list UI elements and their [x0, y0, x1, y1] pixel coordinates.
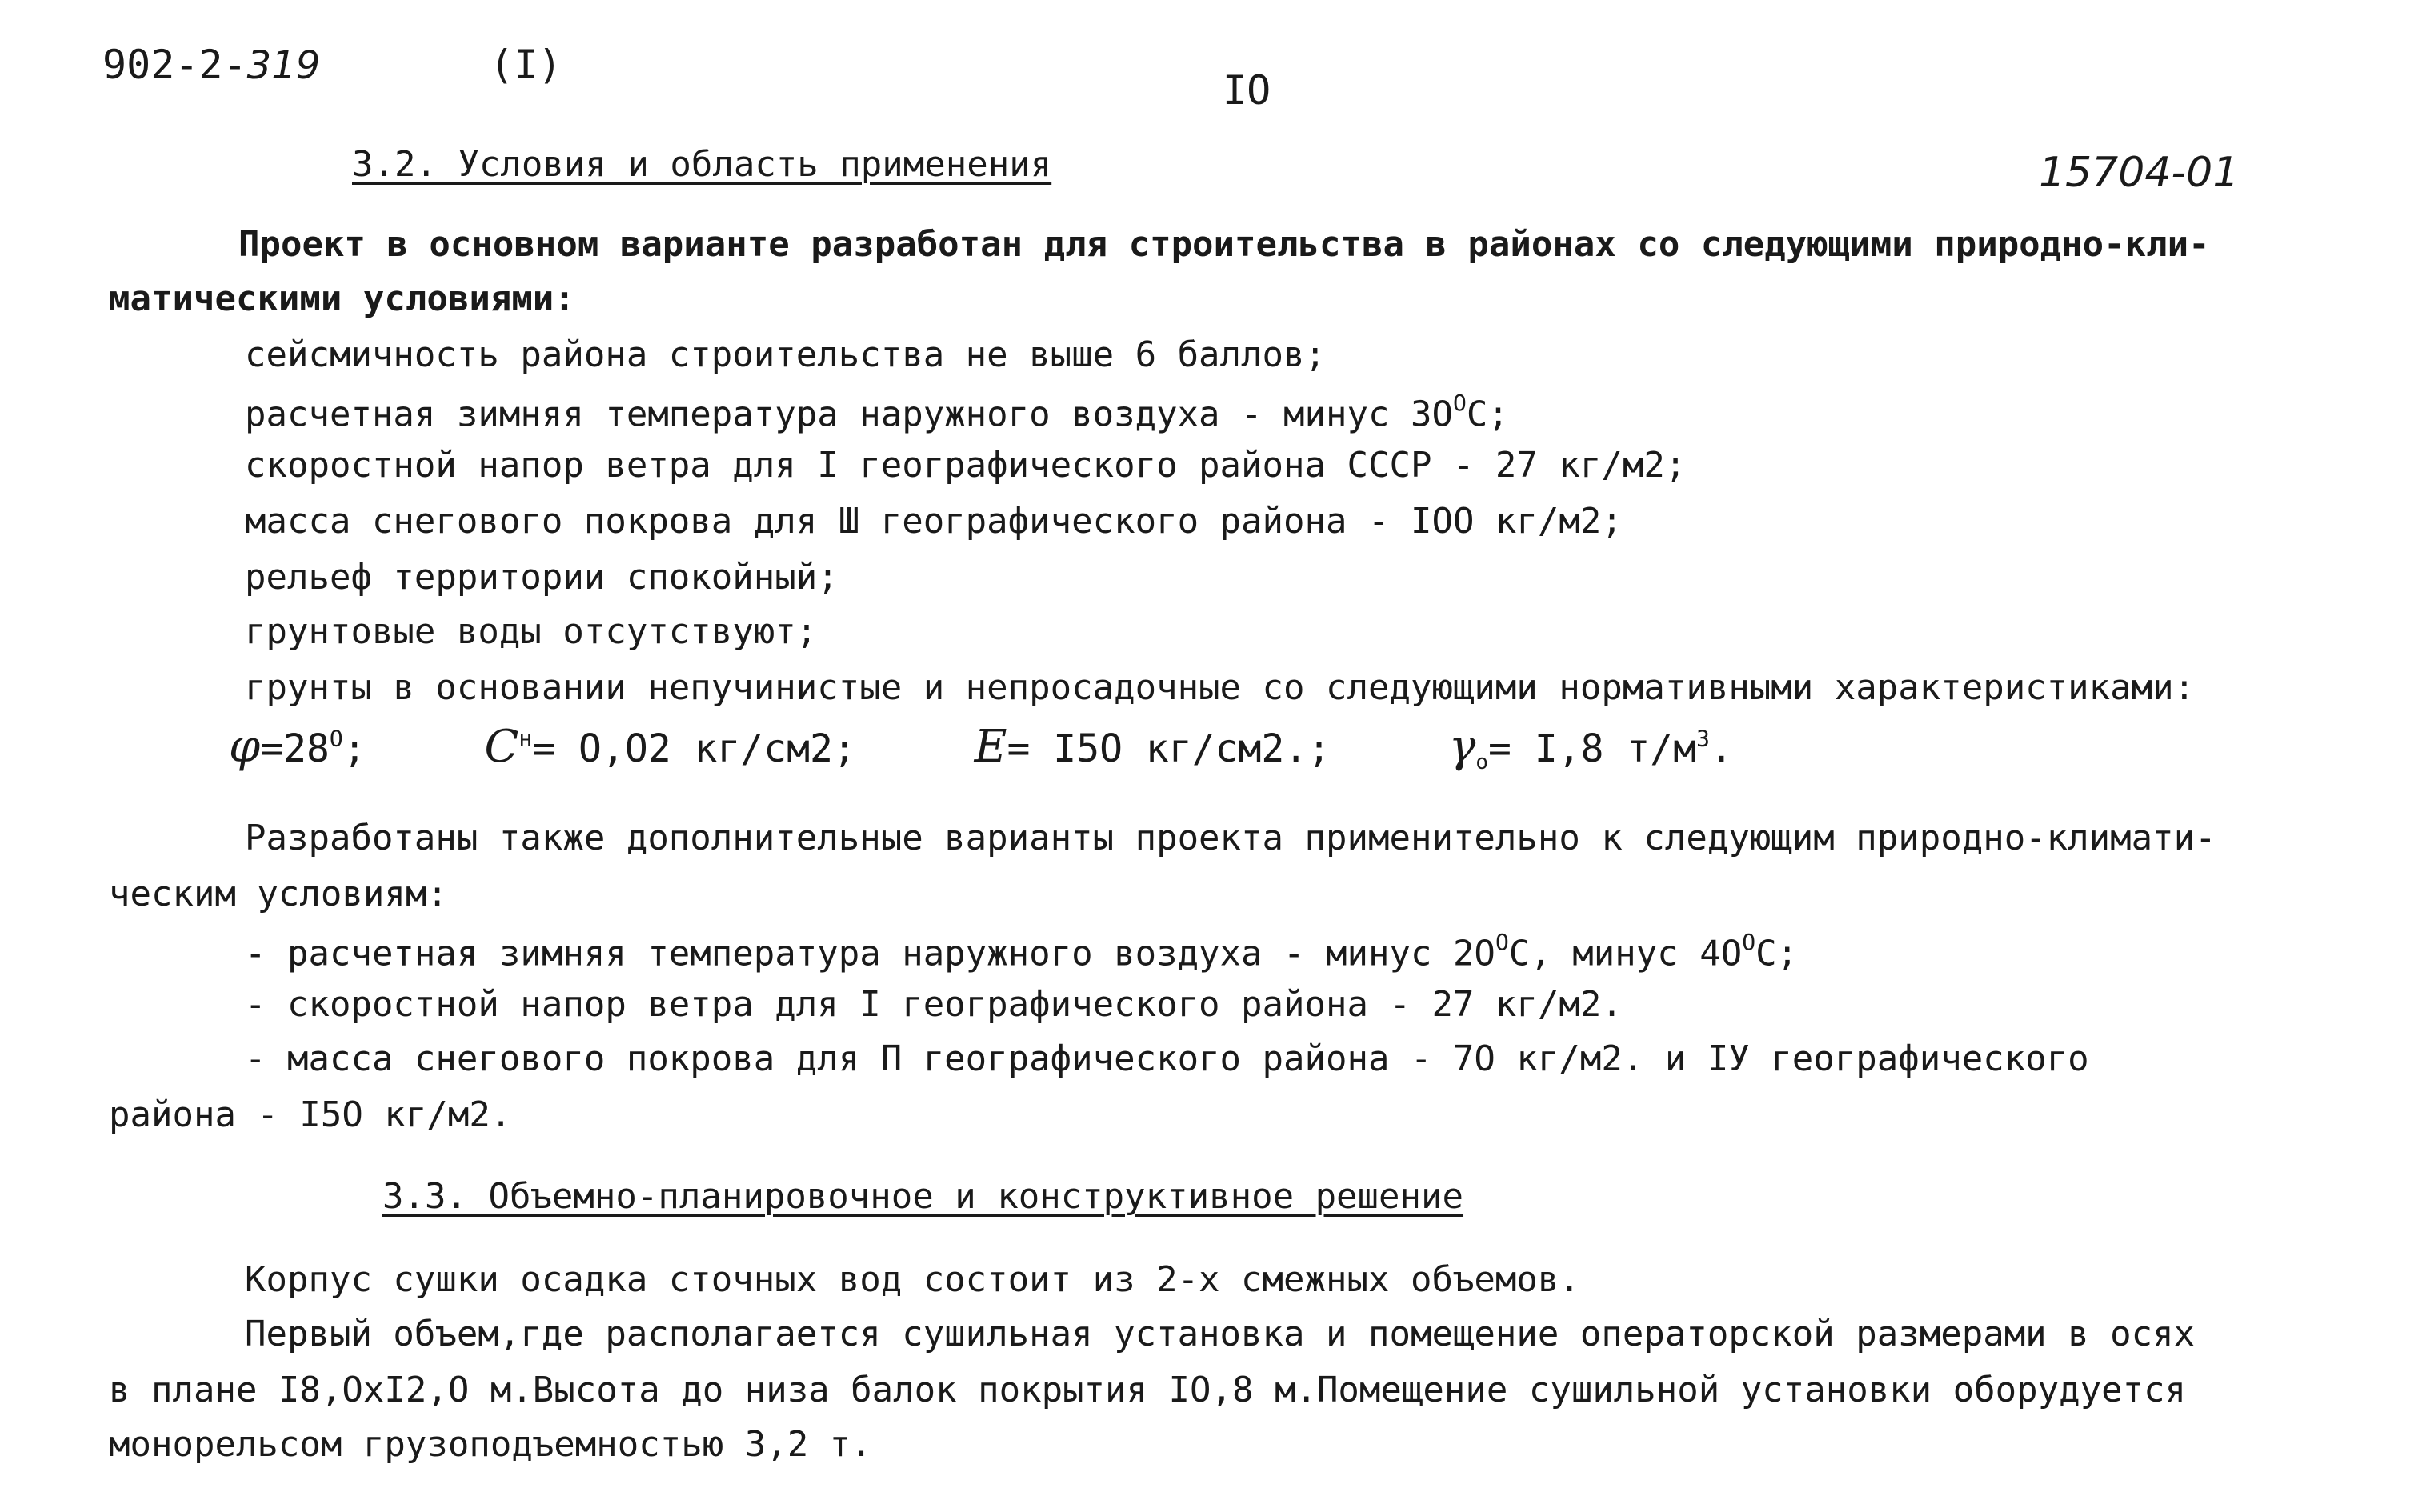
- additional-temperature: - расчетная зимняя температура наружного воздуха - минус $2O^OС$, минус $4O^OС$;: [245, 929, 1799, 974]
- gamma-symbol: γ: [1448, 721, 1476, 773]
- section-3-2-heading: 3.2. Условия и область применения: [352, 144, 1052, 185]
- archive-number: 15704-01: [2039, 149, 2240, 197]
- item-soils: грунты в основании непучинистые и непросадочные со следующими нормативными характеристиками:: [245, 667, 2196, 708]
- section-3-3-para-2-line-1: Первый объем,где располагается сушильная установка и помещение операторской размерами в осях: [245, 1314, 2196, 1354]
- modulus-characteristic: E= I5O кг/см2.;: [974, 721, 1331, 773]
- additional-wind: - скоростной напор ветра для I географического района - 27 кг/м2.: [245, 984, 1623, 1025]
- intro-line-1: Проект в основном варианте разработан для строительства в районах со следующими природно-кли-: [238, 224, 2210, 265]
- doc-code: [102, 42, 320, 88]
- additional-snow-line-2: района - I5O кг/м2.: [109, 1094, 512, 1135]
- doc-code-handwritten: 319: [246, 43, 321, 88]
- item-terrain: рельеф территории спокойный;: [245, 557, 839, 598]
- item-groundwater: грунтовые воды отсутствуют;: [245, 611, 818, 652]
- phi-characteristic: $\varphi=28^O$;: [229, 721, 366, 773]
- doc-code-printed: 902-2-: [102, 42, 247, 88]
- item-wind-pressure: скоростной напор ветра для I географического района СССР - 27 кг/м2;: [245, 445, 1687, 486]
- section-3-3-para-2-line-2: в плане I8,OxI2,O м.Высота до низа балок покрытия IO,8 м.Помещение сушильной установки оборудуется: [109, 1370, 2187, 1410]
- soil-characteristics: [229, 721, 1733, 775]
- phi-symbol: φ: [229, 721, 261, 773]
- item-winter-temperature: расчетная зимняя температура наружного воздуха - минус $3O^OС$;: [245, 390, 1509, 435]
- page-number: IO: [1223, 67, 1271, 114]
- item-snow-mass: масса снегового покрова для Ш географического района - IOO кг/м2;: [245, 501, 1623, 542]
- volume-label: (I): [490, 42, 562, 88]
- c-symbol: C: [484, 721, 519, 773]
- additional-line-1: Разработаны также дополнительные варианты проекта применительно к следующим природно-климати-: [245, 818, 2216, 858]
- density-characteristic: $\gamma_o= I,8$ $т/м^3$.: [1448, 721, 1733, 775]
- item-seismic: сейсмичность района строительства не выше 6 баллов;: [245, 334, 1327, 375]
- intro-line-2: матическими условиями:: [109, 278, 575, 319]
- additional-snow-line-1: - масса снегового покрова для П географического района - 7O кг/м2. и IУ географического: [245, 1038, 2089, 1079]
- section-3-3-heading: 3.3. Объемно-планировочное и конструктивное решение: [382, 1176, 1464, 1217]
- section-3-3-para-1: Корпус сушки осадка сточных вод состоит из 2-х смежных объемов.: [245, 1259, 1580, 1300]
- e-symbol: E: [974, 721, 1007, 773]
- section-3-3-para-2-line-3: монорельсом грузоподъемностью 3,2 т.: [109, 1424, 872, 1465]
- additional-line-2: ческим условиям:: [109, 874, 448, 914]
- cohesion-characteristic: $C^н= O,O2$ кг/см2;: [484, 721, 856, 773]
